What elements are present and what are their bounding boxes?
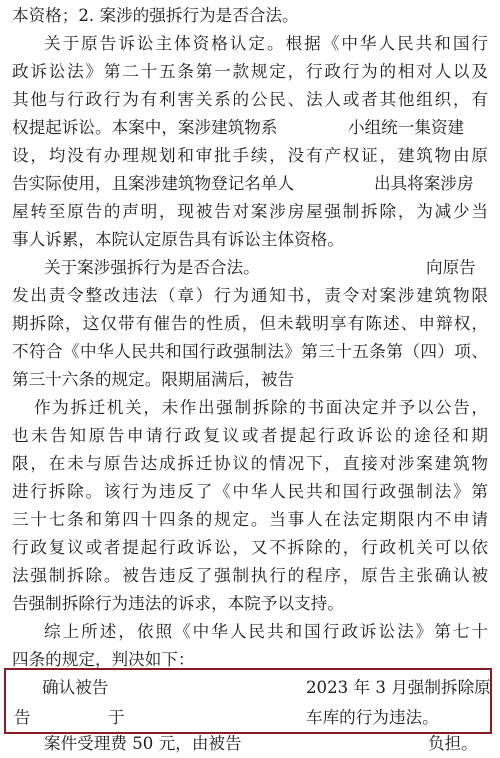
text-line: 不符合《中华人民共和国行政强制法》第三十五条第（四）项、 bbox=[12, 342, 488, 361]
text-line: 四条的规定，判决如下： bbox=[12, 650, 195, 669]
text-line: 作为拆迁机关，未作出强制拆除的书面决定并予以公告， bbox=[34, 398, 488, 417]
text-line: 限，在未与原告达成拆迁协议的情况下，直接对涉案建筑物 bbox=[12, 454, 488, 473]
verdict-text: 确认被告 bbox=[42, 678, 109, 697]
text-line: 行政复议或者提起行政诉讼，又不拆除的，行政机关可以依 bbox=[12, 538, 488, 557]
text-line: 也未告知原告申请行政复议或者提起行政诉讼的途径和期 bbox=[12, 426, 488, 445]
text-fragment: 小组统一集资建 bbox=[348, 118, 465, 137]
text-line: 其他与行政行为有利害关系的公民、法人或者其他组织，有 bbox=[12, 90, 488, 109]
footer-text: 负担。 bbox=[428, 734, 478, 753]
verdict-text: 于 bbox=[108, 708, 125, 727]
text-line: 本资格；2. 案涉的强拆行为是否合法。 bbox=[12, 6, 299, 25]
text-line: 综上所述，依照《中华人民共和国行政诉讼法》第七十 bbox=[44, 622, 488, 641]
verdict-text: 车库的行为违法。 bbox=[306, 708, 439, 727]
text-line: 三十七条和第四十四条的规定。当事人在法定期限内不申请 bbox=[12, 510, 488, 529]
text-line: 政诉讼法》第二十五条第一款规定，行政行为的相对人以及 bbox=[12, 62, 488, 81]
text-line: 第三十六条的规定。限期届满后，被告 bbox=[12, 370, 295, 389]
text-line: 告实际使用，且案涉建筑物登记名单人 bbox=[12, 174, 295, 193]
footer-text: 案件受理费 50 元，由被告 bbox=[44, 734, 242, 753]
verdict-text: 告 bbox=[14, 708, 31, 727]
verdict-text: 2023 年 3 月强制拆除原 bbox=[306, 678, 491, 697]
text-line: 期拆除，这仅带有催告的性质，但未载明享有陈述、申辩权， bbox=[12, 314, 488, 333]
text-line: 设，均没有办理规划和审批手续，没有产权证，建筑物由原 bbox=[12, 146, 488, 165]
text-line: 法强制拆除。被告违反了强制执行的程序，原告主张确认被 bbox=[12, 566, 488, 585]
text-fragment: 向原告 bbox=[426, 258, 476, 277]
text-line: 告强制拆除行为违法的诉求，本院予以支持。 bbox=[12, 594, 344, 613]
text-line: 屋转至原告的声明，现被告对案涉房屋强制拆除，为减少当 bbox=[12, 202, 488, 221]
text-line: 权提起诉讼。本案中，案涉建筑物系 bbox=[12, 118, 278, 137]
text-line: 事人诉累，本院认定原告具有诉讼主体资格。 bbox=[12, 230, 344, 249]
text-line: 关于案涉强拆行为是否合法。 bbox=[44, 258, 260, 277]
text-line: 关于原告诉讼主体资格认定。根据《中华人民共和国行 bbox=[44, 34, 488, 53]
text-line: 发出责令整改违法（章）行为通知书，责令对案涉建筑物限 bbox=[12, 286, 488, 305]
text-fragment: 出具将案涉房 bbox=[374, 174, 474, 193]
text-line: 进行拆除。该行为违反了《中华人民共和国行政强制法》第 bbox=[12, 482, 488, 501]
